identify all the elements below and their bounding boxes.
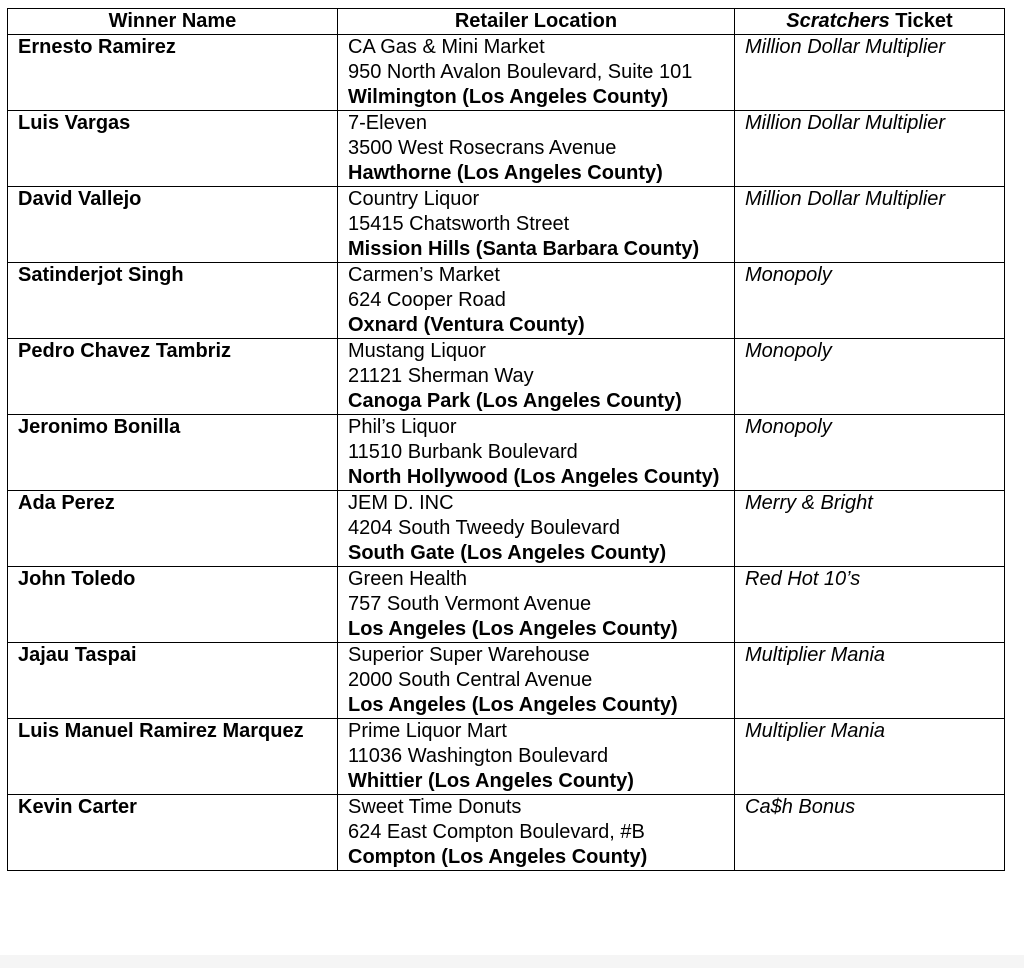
scratchers-ticket-cell: Multiplier Mania — [735, 719, 1005, 795]
table-row — [8, 719, 1005, 795]
header-ticket-rest: Ticket — [889, 10, 953, 32]
scratchers-ticket-cell: Million Dollar Multiplier — [735, 35, 1005, 111]
winners-table — [7, 8, 1005, 871]
winner-name-cell: John Toledo — [8, 567, 338, 643]
scratchers-ticket-cell: Monopoly — [735, 415, 1005, 491]
table-row — [8, 111, 1005, 187]
retailer-address: 624 Cooper Road — [348, 289, 506, 311]
scratchers-ticket-cell: Ca$h Bonus — [735, 795, 1005, 871]
retailer-address: 757 South Vermont Avenue — [348, 593, 592, 615]
retailer-city-county: Hawthorne (Los Angeles County) — [348, 162, 663, 184]
winner-name-cell: Kevin Carter — [8, 795, 338, 871]
retailer-store-name: Prime Liquor Mart — [348, 720, 507, 742]
retailer-location-cell — [338, 263, 735, 339]
table-body — [8, 35, 1005, 871]
retailer-city-county: Oxnard (Ventura County) — [348, 314, 585, 336]
retailer-location-cell — [338, 567, 735, 643]
winner-name-cell: Ernesto Ramirez — [8, 35, 338, 111]
retailer-location-cell — [338, 415, 735, 491]
header-retailer-location: Retailer Location — [338, 9, 735, 35]
scratchers-ticket-cell: Red Hot 10’s — [735, 567, 1005, 643]
header-winner-name: Winner Name — [8, 9, 338, 35]
retailer-location-cell — [338, 491, 735, 567]
table-row — [8, 35, 1005, 111]
table-header-row — [8, 9, 1005, 35]
retailer-address: 11510 Burbank Boulevard — [348, 441, 578, 463]
retailer-city-county: Compton (Los Angeles County) — [348, 846, 648, 868]
winner-name-cell: Pedro Chavez Tambriz — [8, 339, 338, 415]
retailer-city-county: Los Angeles (Los Angeles County) — [348, 694, 678, 716]
retailer-address: 11036 Washington Boulevard — [348, 745, 609, 767]
retailer-address: 21121 Sherman Way — [348, 365, 534, 387]
table-row — [8, 643, 1005, 719]
table-row — [8, 339, 1005, 415]
retailer-store-name: Country Liquor — [348, 188, 480, 210]
winner-name-cell: Jajau Taspai — [8, 643, 338, 719]
retailer-address: 4204 South Tweedy Boulevard — [348, 517, 621, 539]
retailer-store-name: CA Gas & Mini Market — [348, 36, 545, 58]
header-scratchers-ticket — [735, 9, 1005, 35]
winner-name-cell: Satinderjot Singh — [8, 263, 338, 339]
table-row — [8, 415, 1005, 491]
retailer-city-county: North Hollywood (Los Angeles County) — [348, 466, 720, 488]
retailer-location-cell — [338, 35, 735, 111]
retailer-address: 3500 West Rosecrans Avenue — [348, 137, 617, 159]
table-row — [8, 187, 1005, 263]
winner-name-cell: Luis Manuel Ramirez Marquez — [8, 719, 338, 795]
retailer-location-cell — [338, 719, 735, 795]
winner-name-cell: Ada Perez — [8, 491, 338, 567]
scratchers-ticket-cell: Merry & Bright — [735, 491, 1005, 567]
scratchers-ticket-cell: Multiplier Mania — [735, 643, 1005, 719]
retailer-city-county: Los Angeles (Los Angeles County) — [348, 618, 678, 640]
table-row — [8, 795, 1005, 871]
retailer-location-cell — [338, 339, 735, 415]
retailer-store-name: 7-Eleven — [348, 112, 427, 134]
retailer-store-name: Carmen’s Market — [348, 264, 500, 286]
retailer-location-cell — [338, 643, 735, 719]
retailer-location-cell — [338, 111, 735, 187]
winner-name-cell: Luis Vargas — [8, 111, 338, 187]
retailer-location-cell — [338, 795, 735, 871]
retailer-store-name: Green Health — [348, 568, 467, 590]
retailer-city-county: South Gate (Los Angeles County) — [348, 542, 667, 564]
retailer-city-county: Canoga Park (Los Angeles County) — [348, 390, 682, 412]
scratchers-ticket-cell: Monopoly — [735, 263, 1005, 339]
retailer-location-cell — [338, 187, 735, 263]
scratchers-ticket-cell: Million Dollar Multiplier — [735, 187, 1005, 263]
retailer-store-name: JEM D. INC — [348, 492, 454, 514]
scratchers-ticket-cell: Million Dollar Multiplier — [735, 111, 1005, 187]
scratchers-ticket-cell: Monopoly — [735, 339, 1005, 415]
retailer-city-county: Wilmington (Los Angeles County) — [348, 86, 669, 108]
retailer-address: 2000 South Central Avenue — [348, 669, 593, 691]
retailer-store-name: Phil’s Liquor — [348, 416, 457, 438]
retailer-city-county: Mission Hills (Santa Barbara County) — [348, 238, 700, 260]
retailer-store-name: Mustang Liquor — [348, 340, 486, 362]
header-ticket-italic: Scratchers — [786, 10, 890, 32]
retailer-store-name: Sweet Time Donuts — [348, 796, 522, 818]
table-row — [8, 567, 1005, 643]
winner-name-cell: David Vallejo — [8, 187, 338, 263]
retailer-store-name: Superior Super Warehouse — [348, 644, 590, 666]
retailer-address: 15415 Chatsworth Street — [348, 213, 570, 235]
winner-name-cell: Jeronimo Bonilla — [8, 415, 338, 491]
table-row — [8, 491, 1005, 567]
retailer-address: 624 East Compton Boulevard, #B — [348, 821, 645, 843]
table-row — [8, 263, 1005, 339]
retailer-city-county: Whittier (Los Angeles County) — [348, 770, 634, 792]
retailer-address: 950 North Avalon Boulevard, Suite 101 — [348, 61, 693, 83]
